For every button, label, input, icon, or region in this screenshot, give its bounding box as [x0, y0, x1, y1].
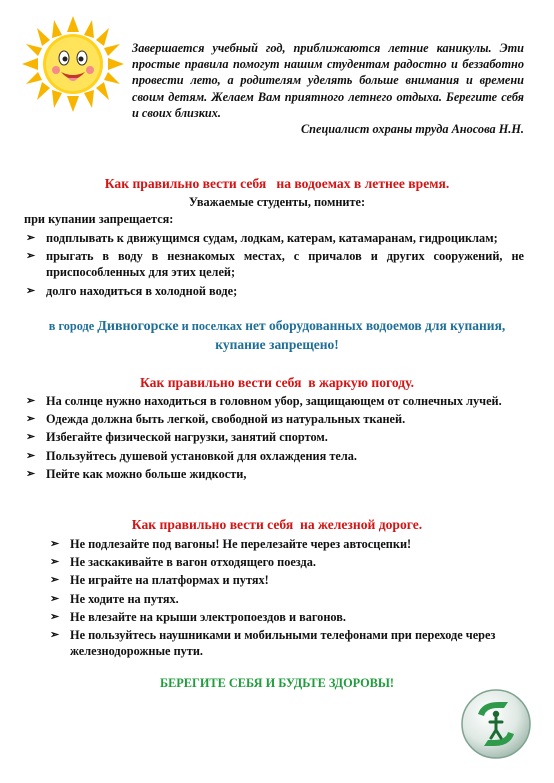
water-lead: при купании запрещается: [24, 212, 174, 226]
water-rules-list [22, 230, 524, 301]
heat-section-title: Как правильно вести себя в жаркую погоду. [140, 375, 414, 390]
rail-rules-list [46, 536, 506, 661]
safety-logo-icon [460, 688, 532, 760]
sun-icon [18, 14, 128, 114]
heat-rules-list [22, 393, 524, 484]
notice-warning: купание запрещено! [215, 337, 339, 352]
closing-message: БЕРЕГИТЕ СЕБЯ И БУДЬТЕ ЗДОРОВЫ! [159, 676, 395, 690]
list-item: ➢ Одежда должна быть легкой, свободной из натуральных тканей. [26, 412, 406, 427]
list-item: ➢ Не влезайте на крыши электропоездов и вагонов. [50, 609, 346, 624]
list-item: ➢ Не подлезайте под вагоны! Не перелезайте через автосцепки! [50, 537, 412, 551]
arrow-bullet-icon: ➢ [26, 284, 36, 297]
intro-text-block [132, 40, 524, 137]
arrow-bullet-icon: ➢ [50, 610, 60, 623]
notice-part: в городе [48, 319, 98, 333]
water-section-title: Как правильно вести себя на водоемах в летнее время. [104, 176, 450, 191]
rail-section-title: Как правильно вести себя на железной дороге. [131, 517, 423, 532]
list-item: ➢ Не заскакивайте в вагон отходящего поезда. [50, 555, 316, 570]
arrow-bullet-icon: ➢ [50, 574, 60, 587]
swimming-notice [0, 317, 554, 354]
water-greeting: Уважаемые студенты, помните: [188, 195, 366, 209]
arrow-bullet-icon: ➢ [26, 413, 36, 426]
list-item: ➢ На солнце нужно находиться в головном убор, защищающем от солнечных лучей. [26, 394, 502, 408]
arrow-bullet-icon: ➢ [50, 538, 60, 550]
arrow-bullet-icon: ➢ [50, 556, 60, 569]
arrow-bullet-icon: ➢ [26, 467, 36, 480]
arrow-bullet-icon: ➢ [26, 250, 36, 263]
list-item: ➢ Не ходите на путях. [50, 591, 179, 606]
list-item: ➢ долго находиться в холодной воде; [26, 283, 238, 298]
arrow-bullet-icon: ➢ [26, 431, 36, 444]
arrow-bullet-icon: ➢ [50, 629, 60, 642]
arrow-bullet-icon: ➢ [26, 449, 36, 462]
author-signature: Специалист охраны труда Аносова Н.Н. [300, 122, 524, 137]
intro-paragraph: Завершается учебный год, приближаются летние каникулы. Эти простые правила помогут нашим студентам радостно и беззаботно провести лето, а родителям уделять больше внимания и времени своим детям. Желаем Вам приятного летнего отдыха. Берегите себя и своих близких. [132, 41, 524, 120]
list-item: ➢ Пользуйтесь душевой установкой для охлаждения тела. [26, 448, 357, 463]
list-item: ➢ прыгать в воду в незнакомых местах, с причалов и других сооружений, не приспособленных для этих целей; [26, 249, 524, 280]
notice-part: нет оборудованных водоемов для купания, [245, 318, 506, 333]
arrow-bullet-icon: ➢ [50, 592, 60, 605]
list-item: ➢ Не пользуйтесь наушниками и мобильными телефонами при переходе через железнодорожные пути. [50, 628, 496, 659]
arrow-bullet-icon: ➢ [26, 232, 36, 244]
list-item: ➢ Избегайте физической нагрузки, занятий спортом. [26, 430, 328, 445]
city-name: Дивногорске [97, 319, 179, 334]
list-item: ➢ подплывать к движущимся судам, лодкам, катерам, катамаранам, гидроциклам; [26, 231, 498, 245]
arrow-bullet-icon: ➢ [26, 395, 36, 407]
list-item: ➢ Не играйте на платформах и путях! [50, 573, 269, 588]
list-item: ➢ Пейте как можно больше жидкости, [26, 466, 247, 481]
notice-part: и поселках [178, 319, 246, 333]
